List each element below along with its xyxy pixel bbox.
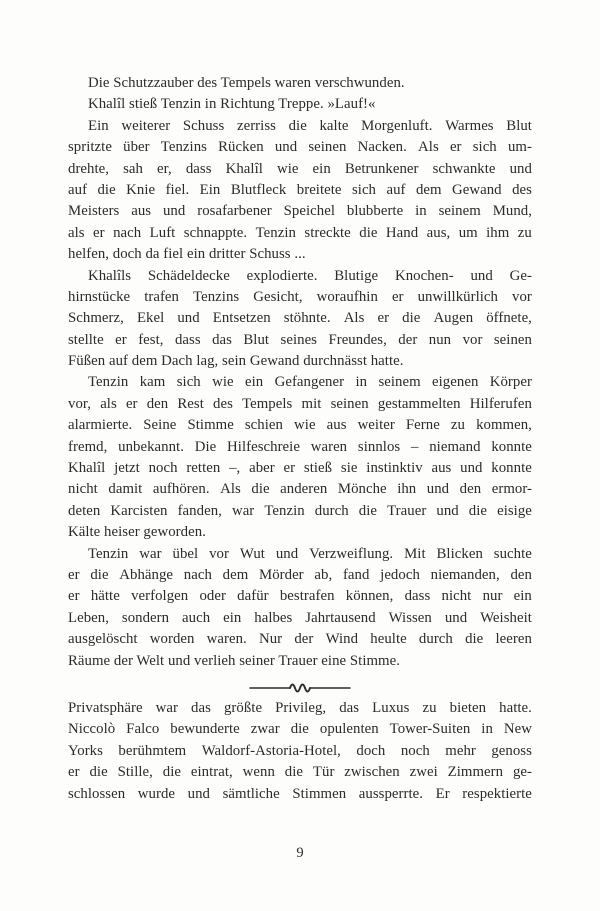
- text-line: helfen, doch da fiel ein dritter Schuss ...: [68, 246, 306, 263]
- paragraph: [68, 266, 532, 373]
- text-line: Khalîl stieß Tenzin in Richtung Treppe. »Lauf!«: [88, 96, 376, 113]
- text-line: Meisters aus und rosafarbener Speichel blubberte in seinem Mund,: [68, 203, 532, 220]
- paragraph: [68, 116, 532, 266]
- text-line: Ein weiterer Schuss zerriss die kalte Morgenluft. Warmes Blut: [88, 117, 532, 134]
- text-line: nicht damit aufhören. Als die anderen Mönche ihn und den ermor-: [68, 481, 532, 498]
- text-line: vor, als er den Rest des Tempels mit seinen gestammelten Hilferufen: [68, 395, 532, 412]
- squiggle-ornament-icon: [248, 677, 352, 693]
- text-line: Die Schutzzauber des Tempels waren verschwunden.: [88, 75, 405, 91]
- paragraph: [68, 698, 532, 805]
- text-line: ausgelöscht worden waren. Nur der Wind heulte durch die leeren: [68, 631, 532, 648]
- text-line: er die Abhänge nach dem Mörder ab, fand jedoch niemanden, den: [68, 566, 532, 583]
- text-line: Khalîl jetzt noch retten –, aber er stieß sie instinktiv aus und konnte: [68, 460, 532, 477]
- text-line: spritzte über Tenzins Rücken und seinen Nacken. Als er sich um-: [68, 139, 532, 156]
- text-line: alarmierte. Seine Stimme schien wie aus weiter Ferne zu kommen,: [68, 417, 532, 434]
- text-line: Schmerz, Ekel und Entsetzen stöhnte. Als er die Augen öffnete,: [68, 310, 532, 327]
- text-line: auf die Knie fiel. Ein Blutfleck breitete sich auf dem Gewand des: [68, 181, 532, 198]
- text-line: Leben, sondern auch ein halbes Jahrtausend Wissen und Weisheit: [68, 609, 532, 626]
- text-line: Füßen auf dem Dach lag, sein Gewand durchnässt hatte.: [68, 353, 404, 370]
- text-line: Niccolò Falco bewunderte zwar die opulenten Tower-Suiten in New: [68, 721, 532, 738]
- text-line: Yorks berühmtem Waldorf-Astoria-Hotel, doch noch mehr genoss: [68, 742, 532, 759]
- text-line: Privatsphäre war das größte Privileg, das Luxus zu bieten hatte.: [68, 699, 532, 716]
- text-line: er die Stille, die eintrat, wenn die Tür zwischen zwei Zimmern ge-: [68, 764, 532, 781]
- text-line: Tenzin kam sich wie ein Gefangener in seinem eigenen Körper: [88, 374, 532, 391]
- paragraph: [68, 94, 532, 115]
- section-temple-scene: [68, 73, 532, 672]
- text-line: Kälte heiser geworden.: [68, 524, 206, 541]
- paragraph: [68, 73, 532, 94]
- section-divider: [68, 672, 532, 698]
- text-line: drehte, sah er, dass Khalîl wie ein Betrunkener schwankte und: [68, 160, 532, 177]
- text-line: Tenzin war übel vor Wut und Verzweiflung. Mit Blicken suchte: [88, 545, 532, 562]
- text-block: [68, 73, 532, 805]
- text-line: fremd, unbekannt. Die Hilfeschreie waren sinnlos – niemand konnte: [68, 438, 532, 455]
- text-line: Räume der Welt und verlieh seiner Trauer eine Stimme.: [68, 652, 400, 669]
- text-line: als er nach Luft schnappte. Tenzin streckte die Hand aus, um ihm zu: [68, 224, 532, 241]
- page-number: 9: [296, 845, 304, 861]
- paragraph: [68, 544, 532, 672]
- text-line: schlossen wurde und sämtliche Stimmen aussperrte. Er respektierte: [68, 785, 532, 802]
- paragraph: [68, 372, 532, 543]
- text-line: er hätte verfolgen oder dafür bestrafen können, dass nicht nur ein: [68, 588, 532, 605]
- section-falco-scene: [68, 698, 532, 805]
- text-line: Khalîls Schädeldecke explodierte. Blutige Knochen- und Ge-: [88, 267, 532, 284]
- text-line: stellte er fest, dass das Blut seines Freundes, der nun vor seinen: [68, 331, 532, 348]
- text-line: deten Karcisten fanden, war Tenzin durch die Trauer und die eisige: [68, 502, 532, 519]
- text-line: hirnstücke trafen Tenzins Gesicht, woraufhin er unwillkürlich vor: [68, 288, 532, 305]
